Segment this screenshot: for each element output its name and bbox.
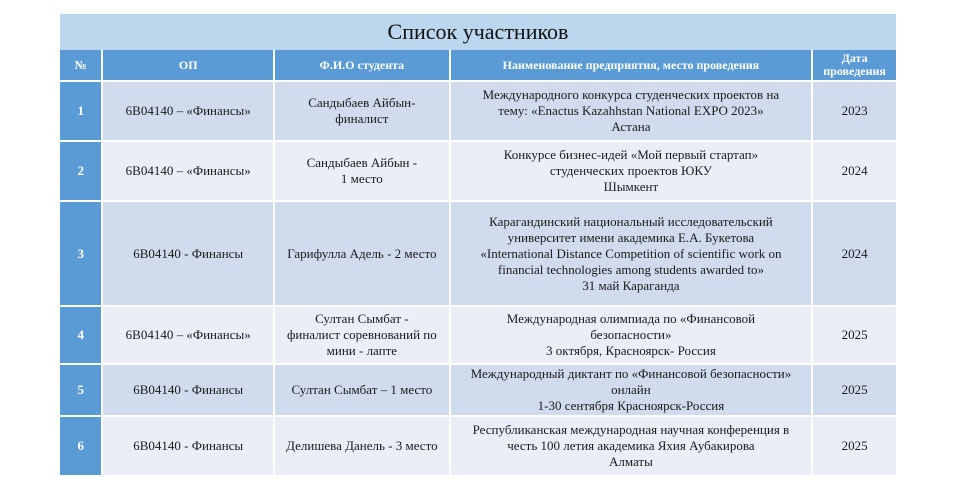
row-student: Султан Сымбат - финалист соревнований по мини - лапте (275, 307, 449, 363)
table-row (60, 417, 896, 475)
table-row (60, 365, 896, 415)
row-num: 2 (60, 142, 101, 200)
row-op: 6В04140 - Финансы (103, 365, 273, 415)
table-header-row (60, 50, 896, 80)
row-op: 6В04140 – «Финансы» (103, 307, 273, 363)
row-date: 2025 (813, 307, 896, 363)
row-date: 2025 (813, 417, 896, 475)
row-org: Международный диктант по «Финансовой безопасности» онлайн 1-30 сентября Красноярск-Россия (451, 365, 811, 415)
row-op: 6В04140 - Финансы (103, 417, 273, 475)
row-student: Гарифулла Адель - 2 место (275, 202, 449, 305)
row-date: 2024 (813, 202, 896, 305)
row-date: 2025 (813, 365, 896, 415)
participants-table (58, 48, 898, 477)
row-org: Международного конкурса студенческих проектов на тему: «Enactus Kazahhstan National EXPO 2023» Астана (451, 82, 811, 140)
row-num: 3 (60, 202, 101, 305)
row-num: 1 (60, 82, 101, 140)
header-num: № (60, 50, 101, 80)
row-org: Карагандинский национальный исследовательский университет имени академика Е.А. Букетова «International Distance Competition of scientific work on financial technologies among students awarded to» 31 май Караганда (451, 202, 811, 305)
row-student: Делишева Данель - 3 место (275, 417, 449, 475)
row-date: 2024 (813, 142, 896, 200)
row-org: Конкурсе бизнес-идей «Мой первый стартап» студенческих проектов ЮКУ Шымкент (451, 142, 811, 200)
table-row (60, 307, 896, 363)
row-op: 6В04140 – «Финансы» (103, 142, 273, 200)
table-row (60, 142, 896, 200)
row-student: Султан Сымбат – 1 место (275, 365, 449, 415)
row-op: 6В04140 - Финансы (103, 202, 273, 305)
row-date: 2023 (813, 82, 896, 140)
participants-panel (60, 14, 896, 477)
row-org: Республиканская международная научная конференция в честь 100 летия академика Яхия Аубакирова Алматы (451, 417, 811, 475)
row-num: 5 (60, 365, 101, 415)
header-org: Наименование предприятия, место проведения (451, 50, 811, 80)
row-org: Международная олимпиада по «Финансовой безопасности» 3 октября, Красноярск- Россия (451, 307, 811, 363)
row-student: Сандыбаев Айбын - 1 место (275, 142, 449, 200)
row-num: 6 (60, 417, 101, 475)
table-row (60, 202, 896, 305)
table-title: Список участников (60, 14, 896, 50)
header-date: Дата проведения (813, 50, 896, 80)
row-student: Сандыбаев Айбын- финалист (275, 82, 449, 140)
header-student: Ф.И.О студента (275, 50, 449, 80)
row-op: 6В04140 – «Финансы» (103, 82, 273, 140)
row-num: 4 (60, 307, 101, 363)
table-row (60, 82, 896, 140)
header-op: ОП (103, 50, 273, 80)
